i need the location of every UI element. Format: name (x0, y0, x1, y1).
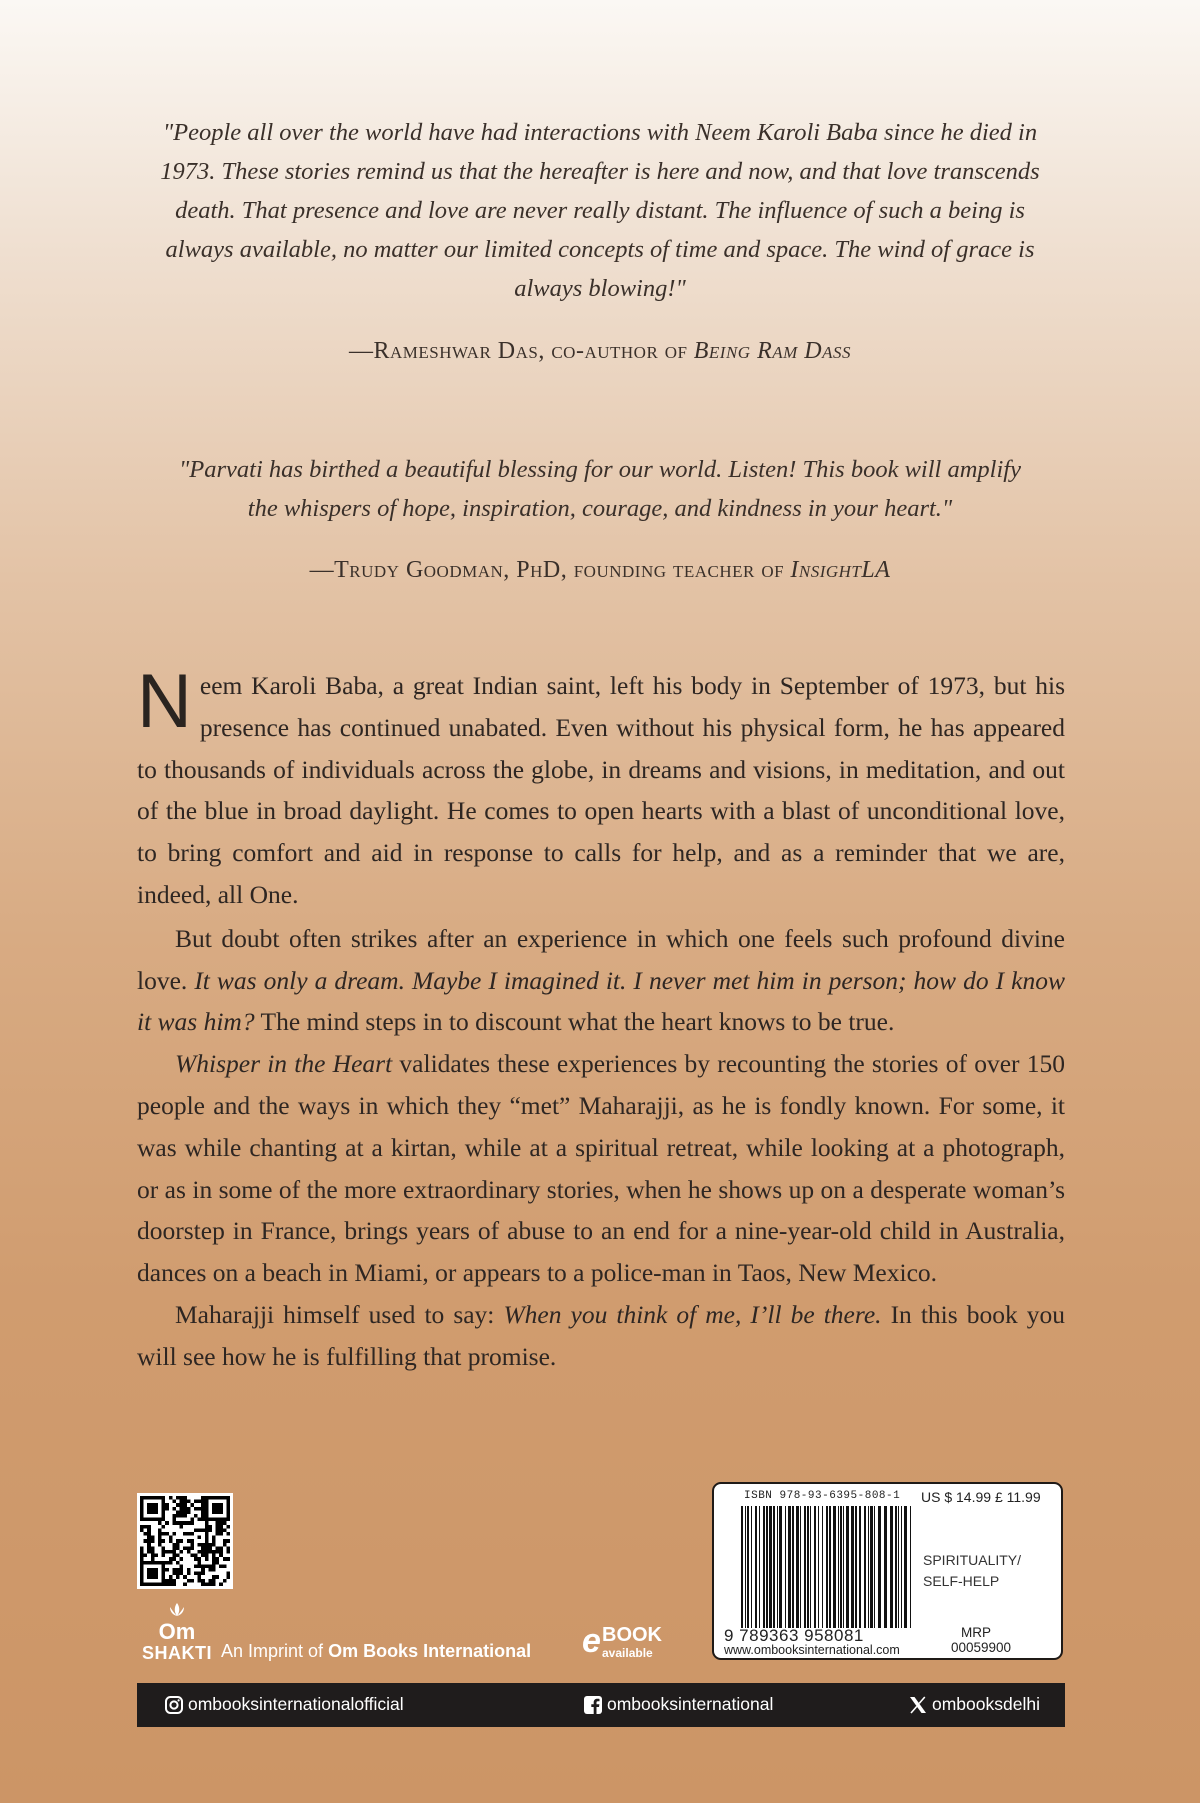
description-paragraph-1 (137, 659, 1065, 916)
facebook-handle: ombooksinternational (607, 1694, 774, 1714)
description-paragraph-3 (137, 1043, 1065, 1294)
mrp (951, 1625, 1011, 1655)
social-media-bar (137, 1683, 1065, 1727)
endorsement-quote-2: "Parvati has birthed a beautiful blessing for our world. Listen! This book will amplify the whispers of hope, inspiration, courage, and kindness in your heart." (179, 456, 1021, 522)
om-shakti-logo (137, 1602, 217, 1663)
price: US $ 14.99 £ 11.99 (921, 1489, 1041, 1505)
mrp-value: 00059900 (951, 1640, 1012, 1655)
book-description (137, 659, 1065, 1378)
logo-om: Om (158, 1619, 196, 1644)
facebook-link[interactable] (584, 1694, 773, 1715)
attribution-name-1: —Rameshwar Das, co-author of (348, 338, 688, 364)
attribution-name-2: —Trudy Goodman, PhD, founding teacher of (309, 557, 785, 583)
facebook-icon (584, 1696, 602, 1714)
paragraph-2-text-b: The mind steps in to discount what the heart knows to be true. (254, 1007, 895, 1037)
attribution-work-2: InsightLA (790, 557, 891, 583)
endorsement-attribution-2 (140, 557, 1060, 584)
x-icon (909, 1696, 927, 1714)
paragraph-4-text-b: In this book you will see how he is fulfilling that promise. (137, 1299, 1065, 1371)
website: www.ombooksinternational.com (724, 1643, 900, 1657)
paragraph-3-text: validates these experiences by recounting the stories of over 150 people and the ways in which they “met” Maharajji, as he is fondly known. For some, it was while chanting at a kirtan, while at a spiritual retreat, while looking at a photograph, or as in some of the more extraordinary stories, when he shows up on a desperate woman’s doorstep in France, brings years of abuse to an end for a nine-year-old child in Australia, dances on a beach in Miami, or appears to a police-man in Taos, New Mexico. (137, 1049, 1065, 1288)
description-paragraph-2 (137, 918, 1065, 1043)
logo-shakti: SHAKTI (142, 1643, 212, 1663)
ebook-book: BOOK (602, 1624, 662, 1646)
instagram-link[interactable] (165, 1694, 404, 1715)
barcode-digits: 9 789363 958081 (724, 1626, 864, 1645)
endorsement-attribution-1 (140, 338, 1060, 365)
x-handle: ombooksdelhi (932, 1694, 1040, 1714)
x-link[interactable] (909, 1694, 1040, 1715)
paragraph-2-text-a: But doubt often strikes after an experience in which one feels such profound divine love. (137, 923, 1065, 995)
ebook-available-badge (582, 1623, 664, 1663)
paragraph-1-text: eem Karoli Baba, a great Indian saint, left his body in September of 1973, but his presence has continued unabated. Even without his physical form, he has appeared to thousands of individuals across the globe, in dreams and visions, in meditation, and out of the blue in broad daylight. He comes to open hearts with a blast of unconditional love, to bring comfort and aid in response to calls for help, and as a reminder that we are, indeed, all One. (137, 671, 1065, 909)
category (923, 1550, 1053, 1592)
category-line-1: SPIRITUALITY/ (923, 1552, 1022, 1568)
paragraph-4-italic: When you think of me, I’ll be there. (503, 1299, 882, 1329)
imprint-text (221, 1641, 531, 1662)
paragraph-4-text-a: Maharajji himself used to say: (175, 1299, 504, 1329)
imprint-publisher: Om Books International (328, 1641, 532, 1661)
attribution-work-1: Being Ram Dass (693, 338, 852, 364)
description-paragraph-4 (137, 1294, 1065, 1378)
ebook-available: available (602, 1646, 653, 1660)
qr-code[interactable] (137, 1493, 233, 1589)
barcode (741, 1506, 916, 1628)
instagram-handle: ombooksinternationalofficial (188, 1694, 404, 1714)
isbn-text: ISBN 978-93-6395-808-1 (744, 1490, 901, 1502)
category-line-2: SELF-HELP (923, 1573, 1000, 1589)
paragraph-2-italic: It was only a dream. Maybe I imagined it. I never met him in person; how do I know it was him? (137, 965, 1065, 1037)
book-title-italic: Whisper in the Heart (175, 1049, 393, 1079)
mrp-label: MRP (961, 1625, 991, 1640)
endorsement-quote-1: "People all over the world have had interactions with Neem Karoli Baba since he died in 1973. These stories remind us that the hereafter is here and now, and that love transcends death. That presence and love are never really distant. The influence of such a being is always available, no matter our limited concepts of time and space. The wind of grace is always blowing!" (160, 119, 1040, 302)
imprint-prefix: An Imprint of (221, 1641, 324, 1661)
drop-cap: N (137, 659, 192, 744)
ebook-e: e (582, 1622, 601, 1660)
barcode-panel (712, 1482, 1063, 1660)
instagram-icon (165, 1696, 183, 1714)
